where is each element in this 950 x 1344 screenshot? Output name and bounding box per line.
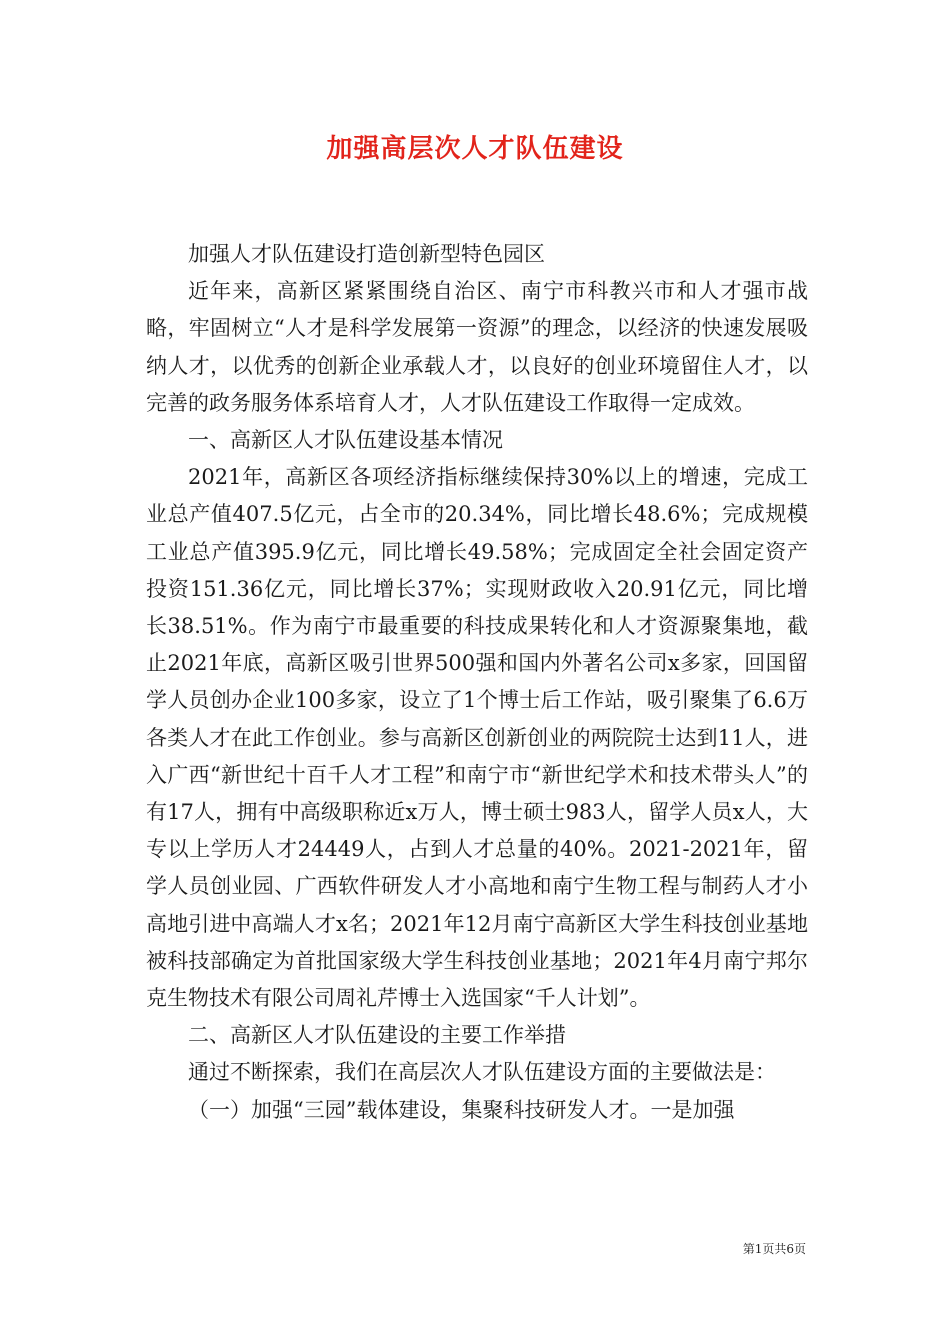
section-heading-2: 二、高新区人才队伍建设的主要工作举措 — [188, 1023, 566, 1048]
paragraph-approach: 通过不断探索，我们在高层次人才队伍建设方面的主要做法是： — [188, 1060, 776, 1085]
paragraph-measure-1: （一）加强“三园”载体建设，集聚科技研发人才。一是加强 — [188, 1097, 735, 1122]
paragraph-statistics: 2021年，高新区各项经济指标继续保持30%以上的增速，完成工业总产值407.5亿元，占全市的20.34%，同比增长48.6%；完成规模工业总产值395.9亿元，同比增长49.58%；完成固定全社会固定资产投资151.36亿元，同比增长37%；实现财政收入20.91亿元，同比增长38.51%。作为南宁市最重要的科技成果转化和人才资源聚集地，截止2021年底，高新区吸引世界500强和国内外著名公司x多家，回国留学人员创办企业100多家，设立了1个博士后工作站，吸引聚集了6.6万各类人才在此工作创业。参与高新区创新创业的两院院士达到11人，进入广西“新世纪十百千人才工程”和南宁市“新世纪学术和技术带头人”的有17人，拥有中高级职称近x万人，博士硕士983人，留学人员x人，大专以上学历人才24449人，占到人才总量的40%。2021-2021年，留学人员创业园、广西软件研发人才小高地和南宁生物工程与制药人才小高地引进中高端人才x名；2021年12月南宁高新区大学生科技创业基地被科技部确定为首批国家级大学生科技创业基地；2021年4月南宁邦尔克生物技术有限公司周礼芹博士入选国家“千人计划”。 — [146, 465, 808, 1011]
document-body — [146, 236, 808, 1129]
section-heading-1: 一、高新区人才队伍建设基本情况 — [188, 428, 503, 453]
page-number: 第1页共6页 — [742, 1242, 806, 1256]
page-title: 加强高层次人才队伍建设 — [326, 134, 624, 164]
paragraph-subtitle: 加强人才队伍建设打造创新型特色园区 — [188, 242, 545, 266]
paragraph-intro: 近年来，高新区紧紧围绕自治区、南宁市科教兴市和人才强市战略，牢固树立“人才是科学发展第一资源”的理念，以经济的快速发展吸纳人才，以优秀的创新企业承载人才，以良好的创业环境留住人才，以完善的政务服务体系培育人才，人才队伍建设工作取得一定成效。 — [146, 279, 808, 415]
